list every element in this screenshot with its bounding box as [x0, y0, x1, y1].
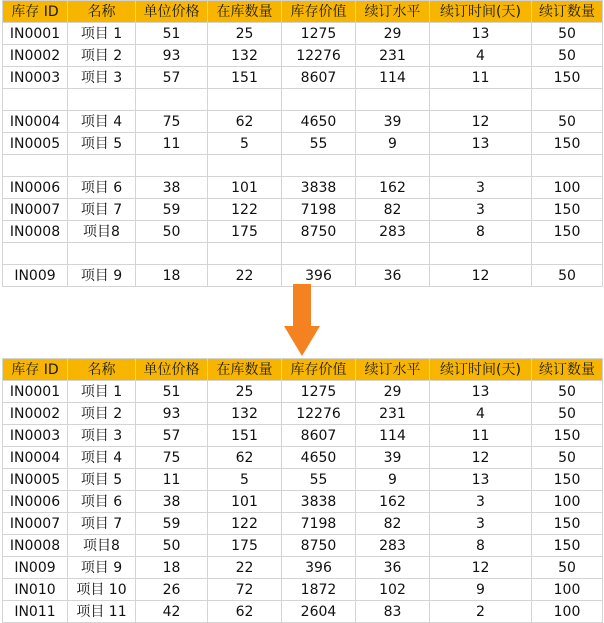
- table-cell: 4650: [282, 447, 356, 469]
- table-cell: 50: [532, 23, 603, 45]
- table-cell: 50: [532, 111, 603, 133]
- table-cell: 150: [532, 199, 603, 221]
- table-cell: 150: [532, 469, 603, 491]
- table-cell: 2: [430, 601, 532, 623]
- table-row: [3, 513, 603, 535]
- table-cell: 9: [430, 579, 532, 601]
- table-cell: [136, 155, 208, 177]
- table-row: [3, 601, 603, 623]
- table-cell: 项目 6: [68, 177, 136, 199]
- table-cell: [532, 155, 603, 177]
- table-cell: IN0008: [3, 535, 68, 557]
- table-row: [3, 199, 603, 221]
- table-cell: 75: [136, 111, 208, 133]
- table-cell: 13: [430, 469, 532, 491]
- table-cell: IN009: [3, 557, 68, 579]
- table-cell: [136, 89, 208, 111]
- table-cell: 8: [430, 221, 532, 243]
- table-cell: 11: [136, 133, 208, 155]
- table-cell: 150: [532, 221, 603, 243]
- table-cell: [430, 89, 532, 111]
- table-cell: 3: [430, 177, 532, 199]
- table-cell: 项目 9: [68, 557, 136, 579]
- table-cell: 项目 5: [68, 133, 136, 155]
- table-cell: 150: [532, 133, 603, 155]
- table-cell: 3838: [282, 177, 356, 199]
- table-cell: 8607: [282, 425, 356, 447]
- table-cell: IN0004: [3, 111, 68, 133]
- table-cell: [532, 89, 603, 111]
- table-cell: 项目8: [68, 221, 136, 243]
- table-cell: 3838: [282, 491, 356, 513]
- result-table-body: [3, 381, 603, 623]
- table-cell: IN0006: [3, 491, 68, 513]
- table-cell: 项目 2: [68, 403, 136, 425]
- table-cell: [356, 89, 430, 111]
- table-cell: 项目 7: [68, 199, 136, 221]
- table-cell: 50: [136, 221, 208, 243]
- table-cell: 57: [136, 67, 208, 89]
- table-row: [3, 557, 603, 579]
- header-cell: 续订时间(天): [430, 1, 532, 23]
- header-cell: 续订数量: [532, 1, 603, 23]
- table-cell: 175: [208, 535, 282, 557]
- table-cell: 50: [532, 447, 603, 469]
- table-cell: [3, 155, 68, 177]
- header-cell: 库存 ID: [3, 1, 68, 23]
- table-cell: 5: [208, 469, 282, 491]
- table-cell: 38: [136, 491, 208, 513]
- table-cell: 4650: [282, 111, 356, 133]
- table-row: [3, 23, 603, 45]
- blank-row: [3, 243, 603, 265]
- table-cell: 151: [208, 425, 282, 447]
- header-cell: 续订水平: [356, 1, 430, 23]
- table-cell: IN0003: [3, 67, 68, 89]
- table-cell: IN0005: [3, 469, 68, 491]
- table-cell: 62: [208, 447, 282, 469]
- table-cell: 12: [430, 557, 532, 579]
- table-cell: 100: [532, 177, 603, 199]
- table-cell: [208, 243, 282, 265]
- table-cell: IN0001: [3, 381, 68, 403]
- table-cell: 项目 1: [68, 381, 136, 403]
- table-cell: 8: [430, 535, 532, 557]
- header-cell: 在库数量: [208, 359, 282, 381]
- header-cell: 名称: [68, 359, 136, 381]
- table-cell: 12276: [282, 403, 356, 425]
- table-cell: 100: [532, 491, 603, 513]
- table-cell: 1872: [282, 579, 356, 601]
- table-cell: [208, 89, 282, 111]
- table-cell: 231: [356, 403, 430, 425]
- table-cell: 39: [356, 447, 430, 469]
- table-cell: [3, 243, 68, 265]
- table-cell: IN0003: [3, 425, 68, 447]
- header-cell: 名称: [68, 1, 136, 23]
- table-cell: IN0006: [3, 177, 68, 199]
- table-cell: 50: [532, 45, 603, 67]
- table-cell: [430, 243, 532, 265]
- table-cell: IN0004: [3, 447, 68, 469]
- table-row: [3, 133, 603, 155]
- table-cell: 项目8: [68, 535, 136, 557]
- table-cell: 42: [136, 601, 208, 623]
- table-cell: [68, 155, 136, 177]
- table-cell: [430, 155, 532, 177]
- table-row: [3, 177, 603, 199]
- header-row: [3, 1, 603, 23]
- table-cell: 283: [356, 535, 430, 557]
- source-table-body: [3, 23, 603, 287]
- table-cell: 51: [136, 381, 208, 403]
- table-cell: 项目 6: [68, 491, 136, 513]
- table-cell: 9: [356, 133, 430, 155]
- table-cell: 396: [282, 265, 356, 287]
- table-cell: 162: [356, 491, 430, 513]
- table-cell: [282, 89, 356, 111]
- table-row: [3, 535, 603, 557]
- table-cell: 59: [136, 513, 208, 535]
- table-cell: [68, 89, 136, 111]
- table-cell: [208, 155, 282, 177]
- table-cell: [356, 155, 430, 177]
- table-cell: 2604: [282, 601, 356, 623]
- table-cell: 93: [136, 45, 208, 67]
- table-cell: 12276: [282, 45, 356, 67]
- table-row: [3, 469, 603, 491]
- table-cell: 11: [430, 425, 532, 447]
- table-cell: 11: [136, 469, 208, 491]
- table-cell: 55: [282, 133, 356, 155]
- table-cell: [3, 89, 68, 111]
- table-cell: 150: [532, 425, 603, 447]
- result-table: [2, 358, 603, 623]
- table-cell: 175: [208, 221, 282, 243]
- table-cell: 36: [356, 265, 430, 287]
- table-cell: 12: [430, 447, 532, 469]
- table-cell: 283: [356, 221, 430, 243]
- table-cell: 项目 4: [68, 447, 136, 469]
- table-cell: 62: [208, 111, 282, 133]
- table-cell: 39: [356, 111, 430, 133]
- table-cell: 项目 5: [68, 469, 136, 491]
- table-row: [3, 403, 603, 425]
- table-cell: 59: [136, 199, 208, 221]
- table-cell: 4: [430, 403, 532, 425]
- table-row: [3, 45, 603, 67]
- header-cell: 续订时间(天): [430, 359, 532, 381]
- table-cell: 项目 4: [68, 111, 136, 133]
- table-cell: 150: [532, 67, 603, 89]
- table-cell: 18: [136, 265, 208, 287]
- table-cell: 26: [136, 579, 208, 601]
- table-cell: 13: [430, 23, 532, 45]
- table-row: [3, 67, 603, 89]
- table-cell: 项目 2: [68, 45, 136, 67]
- table-cell: IN010: [3, 579, 68, 601]
- header-cell: 单位价格: [136, 359, 208, 381]
- table-cell: 1275: [282, 381, 356, 403]
- table-cell: 11: [430, 67, 532, 89]
- table-cell: 62: [208, 601, 282, 623]
- down-arrow-icon: [284, 284, 320, 356]
- table-cell: 83: [356, 601, 430, 623]
- table-cell: 75: [136, 447, 208, 469]
- table-row: [3, 381, 603, 403]
- table-cell: 项目 10: [68, 579, 136, 601]
- table-cell: 72: [208, 579, 282, 601]
- table-cell: 25: [208, 23, 282, 45]
- table-cell: 50: [136, 535, 208, 557]
- table-row: [3, 221, 603, 243]
- table-cell: 132: [208, 403, 282, 425]
- table-cell: [532, 243, 603, 265]
- table-cell: 50: [532, 265, 603, 287]
- table-cell: 150: [532, 513, 603, 535]
- header-cell: 续订水平: [356, 359, 430, 381]
- table-cell: 55: [282, 469, 356, 491]
- table-cell: [282, 155, 356, 177]
- table-row: [3, 111, 603, 133]
- table-cell: 1275: [282, 23, 356, 45]
- table-cell: 项目 3: [68, 425, 136, 447]
- table-cell: 29: [356, 23, 430, 45]
- table-cell: IN0007: [3, 199, 68, 221]
- table-cell: 8750: [282, 221, 356, 243]
- table-cell: IN0002: [3, 403, 68, 425]
- table-cell: 项目 11: [68, 601, 136, 623]
- table-cell: 13: [430, 381, 532, 403]
- table-cell: IN011: [3, 601, 68, 623]
- blank-row: [3, 89, 603, 111]
- table-cell: IN0002: [3, 45, 68, 67]
- header-cell: 库存 ID: [3, 359, 68, 381]
- table-cell: 项目 3: [68, 67, 136, 89]
- table-cell: 36: [356, 557, 430, 579]
- table-cell: 3: [430, 513, 532, 535]
- table-cell: 231: [356, 45, 430, 67]
- header-cell: 库存价值: [282, 359, 356, 381]
- table-cell: [282, 243, 356, 265]
- table-row: [3, 491, 603, 513]
- table-cell: 13: [430, 133, 532, 155]
- table-row: [3, 447, 603, 469]
- table-cell: 122: [208, 513, 282, 535]
- table-row: [3, 579, 603, 601]
- table-cell: IN0008: [3, 221, 68, 243]
- table-cell: 7198: [282, 513, 356, 535]
- table-cell: 100: [532, 601, 603, 623]
- table-cell: IN0007: [3, 513, 68, 535]
- table-cell: 38: [136, 177, 208, 199]
- table-cell: 57: [136, 425, 208, 447]
- table-cell: 50: [532, 403, 603, 425]
- table-cell: IN009: [3, 265, 68, 287]
- table-cell: 8607: [282, 67, 356, 89]
- header-row: [3, 359, 603, 381]
- table-cell: 4: [430, 45, 532, 67]
- table-cell: 101: [208, 491, 282, 513]
- table-cell: [68, 243, 136, 265]
- table-cell: 3: [430, 491, 532, 513]
- table-cell: 82: [356, 199, 430, 221]
- table-cell: 50: [532, 381, 603, 403]
- table-cell: [136, 243, 208, 265]
- table-cell: 114: [356, 425, 430, 447]
- table-cell: 151: [208, 67, 282, 89]
- table-cell: 18: [136, 557, 208, 579]
- header-cell: 在库数量: [208, 1, 282, 23]
- table-cell: 8750: [282, 535, 356, 557]
- table-cell: [356, 243, 430, 265]
- table-cell: 122: [208, 199, 282, 221]
- table-cell: 25: [208, 381, 282, 403]
- table-cell: IN0005: [3, 133, 68, 155]
- header-cell: 续订数量: [532, 359, 603, 381]
- table-cell: 项目 7: [68, 513, 136, 535]
- table-cell: 12: [430, 265, 532, 287]
- header-cell: 库存价值: [282, 1, 356, 23]
- table-cell: IN0001: [3, 23, 68, 45]
- table-cell: 22: [208, 557, 282, 579]
- table-cell: 5: [208, 133, 282, 155]
- table-cell: 162: [356, 177, 430, 199]
- table-cell: 22: [208, 265, 282, 287]
- table-cell: 102: [356, 579, 430, 601]
- source-table: [2, 0, 603, 287]
- table-cell: 100: [532, 579, 603, 601]
- table-cell: 93: [136, 403, 208, 425]
- table-cell: 9: [356, 469, 430, 491]
- table-cell: 项目 9: [68, 265, 136, 287]
- table-cell: 50: [532, 557, 603, 579]
- table-cell: 51: [136, 23, 208, 45]
- blank-row: [3, 155, 603, 177]
- table-cell: 150: [532, 535, 603, 557]
- table-row: [3, 425, 603, 447]
- table-cell: 101: [208, 177, 282, 199]
- table-cell: 12: [430, 111, 532, 133]
- header-cell: 单位价格: [136, 1, 208, 23]
- table-cell: 7198: [282, 199, 356, 221]
- table-cell: 3: [430, 199, 532, 221]
- table-cell: 82: [356, 513, 430, 535]
- table-cell: 114: [356, 67, 430, 89]
- table-cell: 29: [356, 381, 430, 403]
- table-cell: 项目 1: [68, 23, 136, 45]
- table-cell: 132: [208, 45, 282, 67]
- table-cell: 396: [282, 557, 356, 579]
